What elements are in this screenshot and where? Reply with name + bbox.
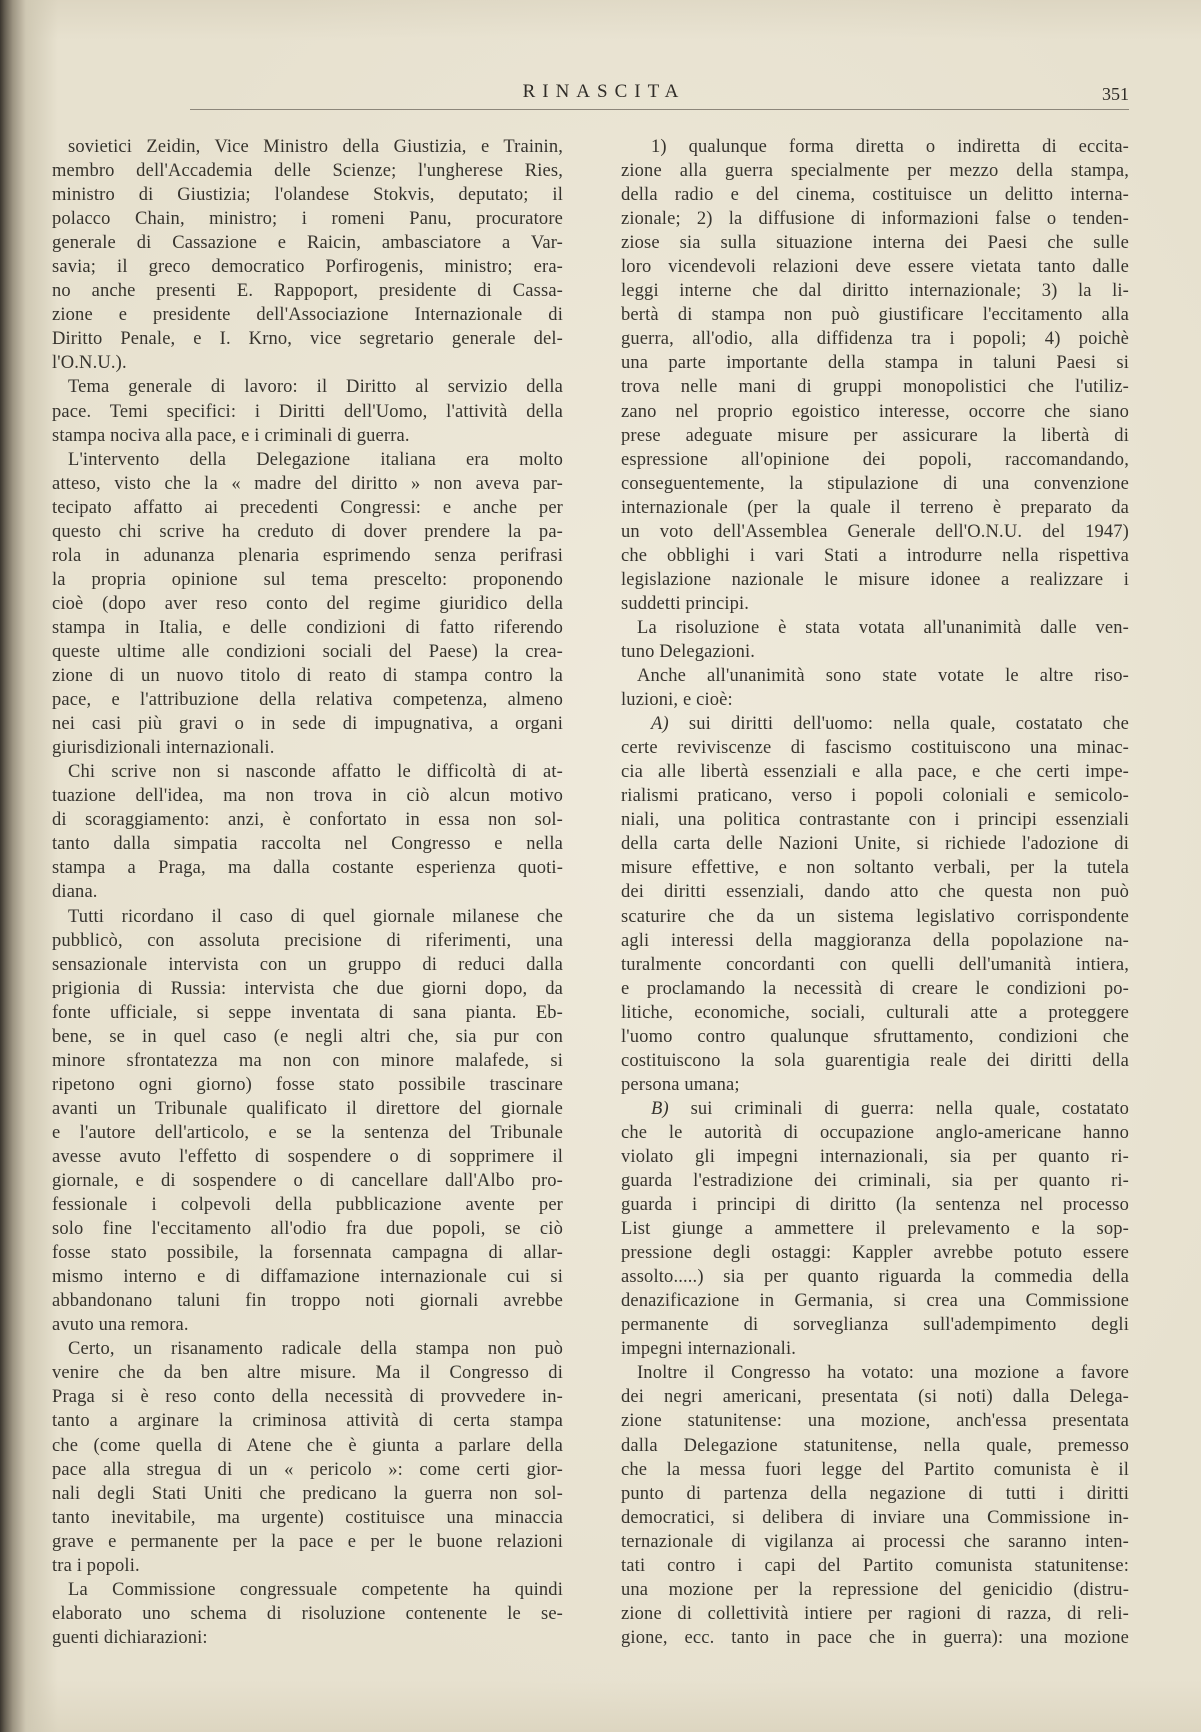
text-line: niali, una politica contrastante con i principi essenziali — [621, 810, 1129, 831]
item-label: B) — [651, 1098, 669, 1119]
text-line: sovietici Zeidin, Vice Ministro della Giustizia, e Trainin, — [68, 137, 563, 157]
text-line: guarda i principi di diritto (la sentenza nel processo — [621, 1195, 1129, 1216]
paragraph — [52, 375, 563, 447]
text-line: l'O.N.U.). — [52, 353, 127, 374]
text-line: membro dell'Accademia delle Scienze; l'ungherese Ries, — [52, 161, 563, 182]
text-line: Inoltre il Congresso ha votato: una mozione a favore — [637, 1363, 1129, 1384]
text-line: Tutti ricordano il caso di quel giornale milanese che — [68, 906, 563, 927]
text-line: guenti dichiarazioni: — [52, 1627, 208, 1648]
text-line: zione e presidente dell'Associazione Internazionale di — [52, 305, 563, 326]
text-line: rola in adunanza plenaria esprimendo senza perifrasi — [52, 545, 563, 566]
text-line: Praga si è reso conto della necessità di provvedere in- — [52, 1387, 563, 1408]
text-line: tra i popoli. — [52, 1555, 140, 1576]
text-line: leggi interne che dal diritto internazionale; 3) la li- — [621, 281, 1129, 302]
text-line: suddetti principi. — [621, 593, 750, 614]
text-line: costituiscono la sola guarentigia reale dei diritti della — [621, 1050, 1129, 1071]
text-line: savia; il greco democratico Porfirogenis, ministro; era- — [52, 257, 563, 278]
text-line: queste ultime alle condizioni sociali del Paese) la crea- — [52, 641, 563, 662]
text-line: questo chi scrive ha creduto di dover prendere la pa- — [52, 521, 563, 542]
text-line: minore sfrontatezza ma non con minore malafede, si — [52, 1050, 563, 1071]
text-line: 1) qualunque forma diretta o indiretta di eccita- — [651, 137, 1129, 157]
text-line: prigionia di Russia: intervista che due giorni dopo, da — [52, 978, 563, 999]
text-line: sensazionale intervista con un gruppo di reduci dalla — [52, 954, 563, 975]
text-line — [621, 1097, 1129, 1121]
text-line: scaturire che da un sistema legislativo corrispondente — [621, 906, 1129, 927]
text-line: della carta delle Nazioni Unite, si richiede l'adozione di — [621, 834, 1129, 855]
text-line: luzioni, e cioè: — [621, 690, 733, 711]
text-line: zione statunitense: una mozione, anch'essa presentata — [621, 1411, 1129, 1432]
text-line: tanto a arginare la criminosa attività di certa stampa — [52, 1411, 563, 1432]
paragraph — [52, 135, 563, 375]
text-line: litiche, economiche, sociali, culturali atte a proteggere — [621, 1002, 1129, 1023]
text-line: pace alla stregua di un « pericolo »: come certi gior- — [52, 1459, 563, 1480]
page-number: 351 — [1102, 84, 1129, 104]
text-line: e l'autore dell'articolo, e se la sentenza del Tribunale — [52, 1122, 563, 1143]
text-line: l'uomo contro qualunque sfruttamento, condizioni che — [621, 1026, 1129, 1047]
paragraph — [52, 905, 563, 1338]
text-line: nei casi più gravi o in sede di impugnativa, a organi — [52, 714, 563, 735]
text-line: misure effettive, e non soltanto verbali, per la tutela — [621, 858, 1129, 879]
paragraph — [52, 448, 563, 761]
text-line: bertà di stampa non può giustificare l'eccitamento alla — [621, 305, 1129, 326]
text-line: diana. — [52, 882, 98, 903]
text-line: giornale, e di sospendere o di cancellare dall'Albo pro- — [52, 1171, 563, 1192]
header-rule — [190, 109, 1129, 110]
text-line: democratici, si delibera di inviare una Commissione in- — [621, 1507, 1129, 1528]
text-line: bene, se in quel caso (e negli altri che, sia pur con — [52, 1026, 563, 1047]
text-line: polacco Chain, ministro; i romeni Panu, procuratore — [52, 209, 563, 230]
text-line: della radio e del cinema, costituisce un delitto interna- — [621, 185, 1129, 206]
text-line: una mozione per la repressione del genicidio (distru- — [621, 1579, 1129, 1600]
text-line: giurisdizionali internazionali. — [52, 738, 275, 759]
paragraph — [52, 1578, 563, 1650]
text-line: che (come quella di Atene che è giunta a parlare della — [52, 1435, 563, 1456]
text-line: zione alla guerra specialmente per mezzo della stampa, — [621, 161, 1129, 182]
text-line: permanente di sorveglianza sull'adempimento degli — [621, 1315, 1129, 1336]
text-line: grave e permanente per la pace e per le buone relazioni — [52, 1531, 563, 1552]
text-line: guarda l'estradizione dei criminali, sia per quanto ri- — [621, 1171, 1129, 1192]
item-label: A) — [651, 714, 669, 735]
paragraph — [621, 1097, 1129, 1362]
text-line: zione di collettività intiere per ragioni di razza, di reli- — [621, 1603, 1129, 1624]
text-line: internazionale (per la quale il terreno è preparato da — [621, 497, 1129, 518]
paragraph — [52, 760, 563, 904]
text-line: dalla Delegazione statunitense, nella quale, premesso — [621, 1435, 1129, 1456]
text-line: ministro di Giustizia; l'olandese Stokvis, deputato; il — [52, 185, 563, 206]
text-line: che la messa fuori legge del Partito comunista è il — [621, 1459, 1129, 1480]
text-line: dei diritti essenziali, dando atto che questa non può — [621, 882, 1129, 903]
text-line: nali degli Stati Uniti che predicano la guerra non sol- — [52, 1483, 563, 1504]
text-line: di scoraggiamento: anzi, è confortato in essa non sol- — [52, 810, 563, 831]
text-line — [621, 712, 1129, 736]
text-line: fosse stato possibile, la forsennata campagna di allar- — [52, 1243, 563, 1264]
text-line-content: sui diritti dell'uomo: nella quale, costatato che — [688, 714, 1130, 735]
right-column — [621, 135, 1129, 1650]
text-line: ternazionale di vigilanza ai processi che saranno inten- — [621, 1531, 1129, 1552]
running-head: RINASCITA — [522, 81, 686, 102]
text-line: turalmente concordanti con quelli dell'umanità intiera, — [621, 954, 1129, 975]
text-line: pubblicò, con assoluta precisione di riferimenti, una — [52, 930, 563, 951]
text-line: Anche all'unanimità sono state votate le altre riso- — [637, 666, 1129, 687]
text-line: una parte importante della stampa in taluni Paesi si — [621, 353, 1129, 374]
text-line: tati contro i capi del Partito comunista statunitense: — [621, 1555, 1129, 1576]
text-line: impegni internazionali. — [621, 1339, 797, 1360]
text-line: guerra, all'odio, alla diffidenza tra i popoli; 4) poichè — [621, 329, 1129, 350]
text-line-content: sui criminali di guerra: nella quale, costatato — [690, 1098, 1129, 1119]
text-line: ziose sia sulla situazione interna dei Paesi che sulle — [621, 233, 1129, 254]
text-line: assolto.....) sia per quanto riguarda la commedia della — [621, 1267, 1129, 1288]
left-column — [52, 135, 563, 1650]
text-line: dei negri americani, presentata (si noti) dalla Delega- — [621, 1387, 1129, 1408]
text-line: agli interessi della maggioranza della popolazione na- — [621, 930, 1129, 951]
text-line: trova nelle mani di gruppi monopolistici che l'utiliz- — [621, 377, 1129, 398]
text-line: venire che da ben altre misure. Ma il Congresso di — [52, 1363, 563, 1384]
text-line: no anche presenti E. Rappoport, presidente di Cassa- — [52, 281, 563, 302]
text-line: che le autorità di occupazione anglo-americane hanno — [621, 1122, 1129, 1143]
text-line: stampa nociva alla pace, e i criminali di guerra. — [52, 425, 410, 446]
text-line: gione, ecc. tanto in pace che in guerra): una mozione — [621, 1627, 1129, 1648]
text-line: atteso, visto che la « madre del diritto » non aveva par- — [52, 473, 563, 494]
text-line: List giunge a ammettere il prelevamento e la sop- — [621, 1219, 1129, 1240]
text-line: avanti un Tribunale qualificato il direttore del giornale — [52, 1098, 563, 1119]
text-line: generale di Cassazione e Raicin, ambasciatore a Var- — [52, 233, 563, 254]
text-line: cioè (dopo aver reso conto del regime giuridico della — [52, 593, 563, 614]
text-line: e proclamando la necessità di creare le condizioni po- — [621, 978, 1129, 999]
text-line: denazificazione in Germania, si crea una Commissione — [621, 1291, 1129, 1312]
text-line: cia alle libertà essenziali e alla pace, e che certi impe- — [621, 762, 1129, 783]
text-line: zano nel proprio egoistico interesse, occorre che siano — [621, 401, 1129, 422]
text-line: ripetono ogni giorno) fosse stato possibile trascinare — [52, 1074, 563, 1095]
text-line: Diritto Penale, e I. Krno, vice segretario generale del- — [52, 329, 563, 350]
text-line: fonte ufficiale, si seppe inventata di sana pianta. Eb- — [52, 1002, 563, 1023]
text-line: fessionale i colpevoli della pubblicazione avente per — [52, 1195, 563, 1216]
text-line: pressione degli ostaggi: Kappler avrebbe potuto essere — [621, 1243, 1129, 1264]
paragraph — [621, 616, 1129, 664]
text-line: tecipato affatto ai precedenti Congressi: e anche per — [52, 497, 563, 518]
text-line: zione di un nuovo titolo di reato di stampa contro la — [52, 666, 563, 687]
text-line: La Commissione congressuale competente ha quindi — [68, 1579, 563, 1600]
text-line: stampa in Italia, e delle condizioni di fatto riferendo — [52, 617, 563, 638]
text-line: L'intervento della Delegazione italiana era molto — [68, 449, 563, 470]
text-line: stampa a Praga, ma dalla costante esperienza quoti- — [52, 858, 563, 879]
paragraph — [621, 1361, 1129, 1650]
text-line: Chi scrive non si nasconde affatto le difficoltà di at- — [68, 762, 563, 783]
text-line: persona umana; — [621, 1074, 740, 1095]
text-line: loro vicendevoli relazioni deve essere vietata tanto dalle — [621, 257, 1129, 278]
text-line: la propria opinione sul tema prescelto: proponendo — [52, 569, 563, 590]
text-line: rialismi praticano, verso i popoli coloniali e semicolo- — [621, 786, 1129, 807]
text-line: pace, e l'attribuzione della relativa competenza, almeno — [52, 690, 563, 711]
text-line: elaborato uno schema di risoluzione contenente le se- — [52, 1603, 563, 1624]
text-line: Tema generale di lavoro: il Diritto al servizio della — [68, 377, 563, 398]
text-line: Certo, un risanamento radicale della stampa non può — [68, 1339, 563, 1360]
paragraph — [621, 664, 1129, 712]
text-line: abbandonano taluni fin troppo noti giornali avrebbe — [52, 1291, 563, 1312]
text-line: prese adeguate misure per assicurare la libertà di — [621, 425, 1129, 446]
text-line: legislazione nazionale le misure idonee a realizzare i — [621, 569, 1129, 590]
paragraph — [621, 135, 1129, 616]
text-line: tuazione dell'idea, ma non trova in ciò alcun motivo — [52, 786, 563, 807]
text-line: violato gli impegni internazionali, sia per quanto ri- — [621, 1146, 1129, 1167]
text-line: avesse avuto l'effetto di sospendere o di sopprimere il — [52, 1146, 563, 1167]
text-line: certe reviviscenze di fascismo costituiscono una minac- — [621, 738, 1129, 759]
text-line: conseguentemente, la stipulazione di una convenzione — [621, 473, 1129, 494]
text-line: zionale; 2) la diffusione di informazioni false o tenden- — [621, 209, 1129, 230]
text-line: avuto una remora. — [52, 1315, 189, 1336]
text-line: mismo interno e di diffamazione internazionale cui si — [52, 1267, 563, 1288]
text-line: espressione all'opinione dei popoli, raccomandando, — [621, 449, 1129, 470]
text-line: punto di partenza della negazione di tutti i diritti — [621, 1483, 1129, 1504]
text-line: un voto dell'Assemblea Generale dell'O.N.U. del 1947) — [621, 521, 1129, 542]
text-line: solo fine l'eccitamento all'odio fra due popoli, se ciò — [52, 1219, 563, 1240]
paragraph — [621, 712, 1129, 1097]
text-line: tanto inevitabile, ma urgente) costituisce una minaccia — [52, 1507, 563, 1528]
text-line: pace. Temi specifici: i Diritti dell'Uomo, l'attività della — [52, 401, 563, 422]
text-line: La risoluzione è stata votata all'unanimità dalle ven- — [637, 617, 1129, 638]
paragraph — [52, 1337, 563, 1577]
text-line: che obblighi i vari Stati a introdurre nella rispettiva — [621, 545, 1129, 566]
text-line: tuno Delegazioni. — [621, 641, 756, 662]
text-line: tanto dalla simpatia raccolta nel Congresso e nella — [52, 834, 563, 855]
